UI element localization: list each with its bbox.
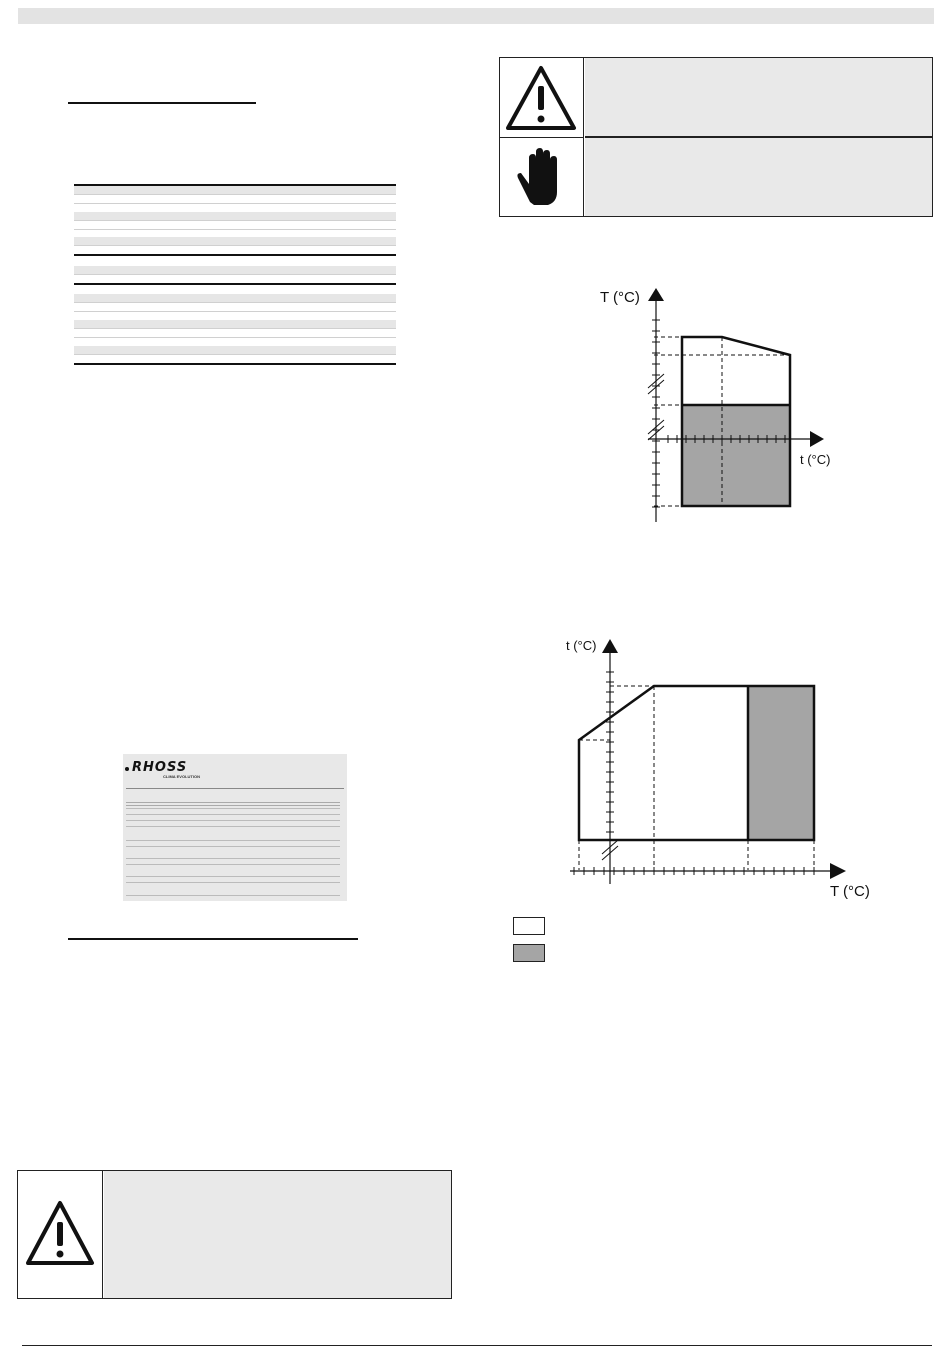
x-axis-arrow bbox=[830, 863, 846, 879]
plate-text-block bbox=[126, 876, 340, 879]
table-row bbox=[74, 329, 396, 338]
footer-rule bbox=[22, 1345, 932, 1346]
header-bar bbox=[18, 8, 934, 24]
caution-text-area bbox=[585, 138, 932, 216]
warning-triangle-icon bbox=[500, 58, 583, 137]
table-row bbox=[74, 346, 396, 355]
y-axis-label: t (°C) bbox=[566, 638, 597, 653]
warning-icon-cell bbox=[18, 1171, 103, 1298]
table-row bbox=[74, 212, 396, 221]
x-axis-label: T (°C) bbox=[830, 883, 870, 900]
hand-icon-cell bbox=[500, 138, 584, 216]
chart-region-grey bbox=[682, 405, 790, 506]
logo-dot bbox=[125, 767, 129, 771]
plate-text-block bbox=[126, 820, 340, 823]
y-axis-arrow bbox=[602, 639, 618, 653]
plate-text-block bbox=[126, 858, 340, 861]
table-row bbox=[74, 195, 396, 204]
plate-text-block bbox=[126, 808, 340, 811]
table-row bbox=[74, 320, 396, 329]
warning-icon-cell bbox=[500, 58, 584, 138]
unit-nameplate-image bbox=[123, 754, 347, 901]
table-row bbox=[74, 266, 396, 275]
table-row bbox=[74, 275, 396, 285]
plate-text-block bbox=[126, 846, 340, 849]
legend-swatch-white bbox=[513, 917, 545, 935]
warning-triangle-icon bbox=[18, 1171, 102, 1298]
y-axis-label: T (°C) bbox=[600, 289, 640, 306]
warning-text-area bbox=[104, 1171, 451, 1298]
table-row bbox=[74, 303, 396, 312]
x-axis-arrow bbox=[810, 431, 824, 447]
operating-range-chart-2 bbox=[560, 630, 880, 905]
y-axis-arrow bbox=[648, 288, 664, 301]
brand-tagline: CLIMA EVOLUTION bbox=[163, 774, 200, 779]
plate-text-block bbox=[126, 840, 340, 843]
operating-range-chart-1 bbox=[590, 280, 850, 530]
table-row bbox=[74, 221, 396, 230]
stop-hand-icon bbox=[500, 138, 583, 216]
table-row bbox=[74, 184, 396, 195]
spec-table bbox=[74, 184, 396, 365]
section-heading-rule bbox=[68, 102, 256, 104]
warning-text-area bbox=[585, 58, 932, 136]
warning-box bbox=[17, 1170, 452, 1299]
table-row bbox=[74, 237, 396, 246]
plate-text-block bbox=[126, 802, 340, 806]
table-row bbox=[74, 246, 396, 256]
plate-text-block bbox=[126, 814, 340, 817]
plate-text-block bbox=[126, 882, 340, 885]
plate-text-block bbox=[126, 826, 340, 829]
table-row bbox=[74, 355, 396, 365]
warning-box bbox=[499, 57, 933, 217]
plate-text-block bbox=[126, 864, 340, 867]
x-axis-label: t (°C) bbox=[800, 452, 831, 467]
plate-rule bbox=[126, 788, 344, 789]
legend-swatch-grey bbox=[513, 944, 545, 962]
plate-text-block bbox=[126, 895, 340, 898]
section-heading-rule bbox=[68, 938, 358, 940]
table-row bbox=[74, 294, 396, 303]
brand-logo: RHOSS bbox=[132, 760, 188, 775]
chart-region-grey bbox=[748, 686, 814, 840]
